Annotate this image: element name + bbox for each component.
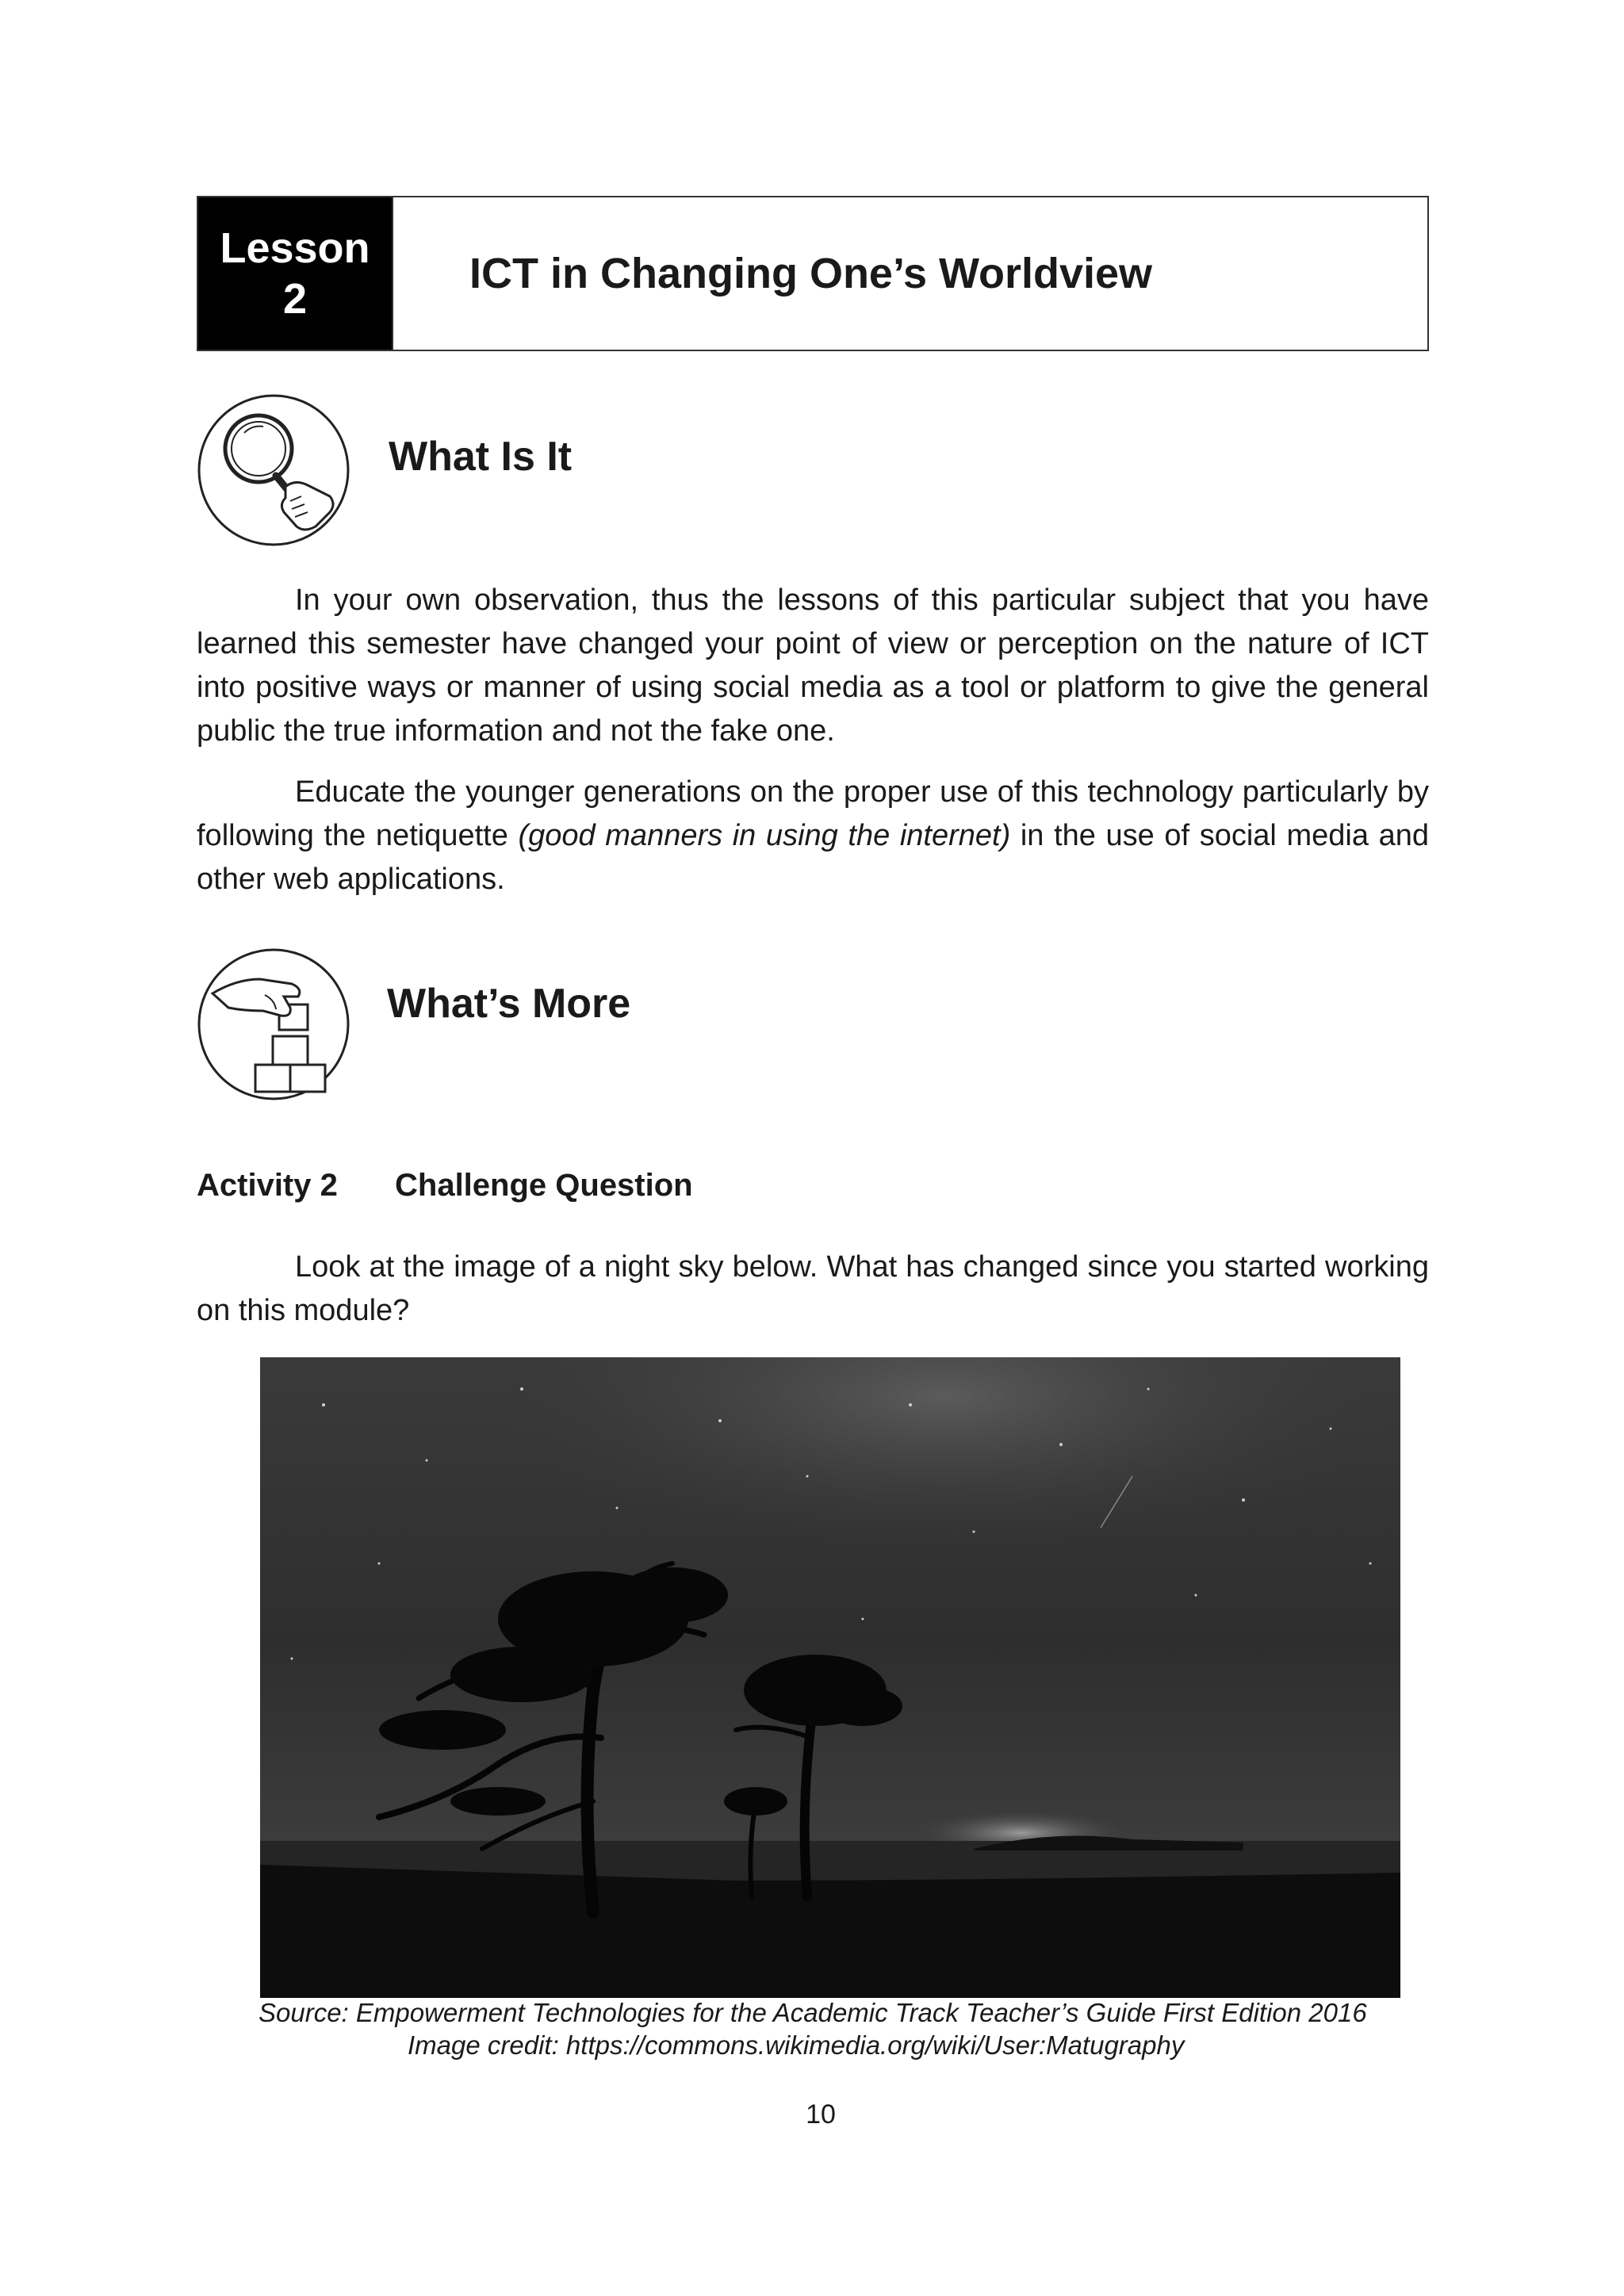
lesson-header	[197, 196, 1429, 351]
lesson-title: ICT in Changing One’s Worldview	[392, 197, 1427, 350]
lesson-label: Lesson	[220, 224, 370, 272]
image-source-caption: Source: Empowerment Technologies for the Academic Track Teacher’s Guide First Edition 2016	[259, 1998, 1367, 2027]
lesson-number-box	[198, 197, 392, 350]
image-credit-caption: Image credit: https://commons.wikimedia.org/wiki/User:Matugraphy	[408, 2030, 1185, 2060]
netiquette-definition: (good manners in using the internet)	[518, 819, 1011, 852]
page-number: 10	[806, 2099, 836, 2130]
magnifying-glass-hand-icon	[197, 393, 350, 547]
what-is-it-paragraph-1: In your own observation, thus the lessons of this particular subject that you have learned this semester have changed your point of view or perception on the nature of ICT into positive ways or manner of using social media as a tool or platform to give the general public the true information and not the fake one.	[197, 584, 1429, 748]
what-is-it-heading: What Is It	[389, 434, 573, 480]
activity-title: Challenge Question	[395, 1168, 693, 1203]
lesson-number: 2	[282, 275, 308, 323]
activity-prompt: Look at the image of a night sky below. What has changed since you started working on this module?	[197, 1250, 1429, 1327]
paragraph-2-text-start: Educate the younger generations on the proper use of this technology particularly by following the netiquette	[197, 775, 1429, 852]
stacking-blocks-hand-icon	[197, 947, 350, 1101]
night-sky-trees-photo	[260, 1357, 1400, 1998]
activity-number: Activity 2	[197, 1168, 338, 1203]
what-is-it-paragraph-2	[197, 771, 1429, 901]
activity-heading	[197, 1168, 693, 1203]
whats-more-heading: What’s More	[387, 981, 631, 1027]
paragraph-2-text-end: in the use of social media and other web applications.	[197, 819, 1429, 896]
